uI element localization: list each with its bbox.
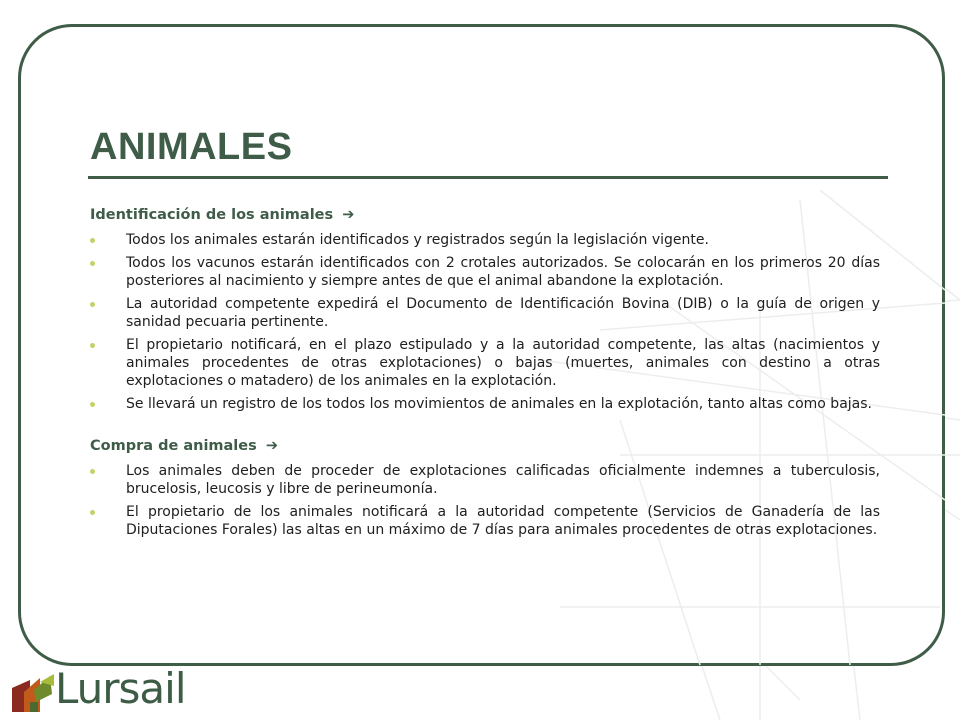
list-item-text: Se llevará un registro de los todos los movimientos de animales en la explotación, tanto altas como bajas. (126, 396, 872, 412)
bullet-list-identificacion (90, 231, 880, 413)
arrow-right-icon: ➔ (342, 207, 355, 223)
list-item-text: La autoridad competente expedirá el Documento de Identificación Bovina (DIB) o la guía de origen y sanidad pecuaria pertinente. (126, 296, 880, 330)
list-item (90, 336, 880, 390)
slide-content (90, 205, 880, 544)
logo-mark-icon (10, 672, 56, 718)
company-logo (10, 664, 186, 718)
bullet-icon (90, 402, 95, 407)
list-item-text: Todos los vacunos estarán identificados con 2 crotales autorizados. Se colocarán en los primeros 20 días posteriores al nacimiento y siempre antes de que el animal abandone la explotación. (126, 255, 880, 289)
bullet-icon (90, 469, 95, 474)
list-item-text: Los animales deben de proceder de explotaciones calificadas oficialmente indemnes a tuberculosis, brucelosis, leucosis y libre de perineumonía. (126, 463, 880, 497)
list-item-text: El propietario notificará, en el plazo estipulado y a la autoridad competente, las altas (nacimientos y animales procedentes de otras explotaciones) o bajas (muertes, animales con destino a otras explotaciones o matadero) de los animales en la explotación. (126, 337, 880, 389)
bullet-list-compra (90, 462, 880, 539)
logo-text: Lursail (55, 664, 186, 713)
bullet-icon (90, 238, 95, 243)
list-item (90, 231, 880, 249)
section-heading-compra (90, 436, 880, 456)
bullet-icon (90, 510, 95, 515)
arrow-right-icon: ➔ (265, 438, 278, 454)
bullet-icon (90, 261, 95, 266)
bullet-icon (90, 302, 95, 307)
section-heading-text: Compra de animales (90, 438, 257, 454)
list-item-text: El propietario de los animales notificará a la autoridad competente (Servicios de Ganadería de las Diputaciones Forales) las altas en un máximo de 7 días para animales procedentes de otras explotaciones. (126, 504, 880, 538)
section-heading-text: Identificación de los animales (90, 207, 334, 223)
list-item (90, 254, 880, 290)
list-item (90, 295, 880, 331)
section-heading-identificacion (90, 205, 880, 225)
slide-title: ANIMALES (90, 126, 293, 168)
list-item (90, 503, 880, 539)
list-item (90, 462, 880, 498)
list-item-text: Todos los animales estarán identificados y registrados según la legislación vigente. (126, 232, 709, 248)
title-divider (88, 176, 888, 179)
bullet-icon (90, 343, 95, 348)
list-item (90, 395, 880, 413)
